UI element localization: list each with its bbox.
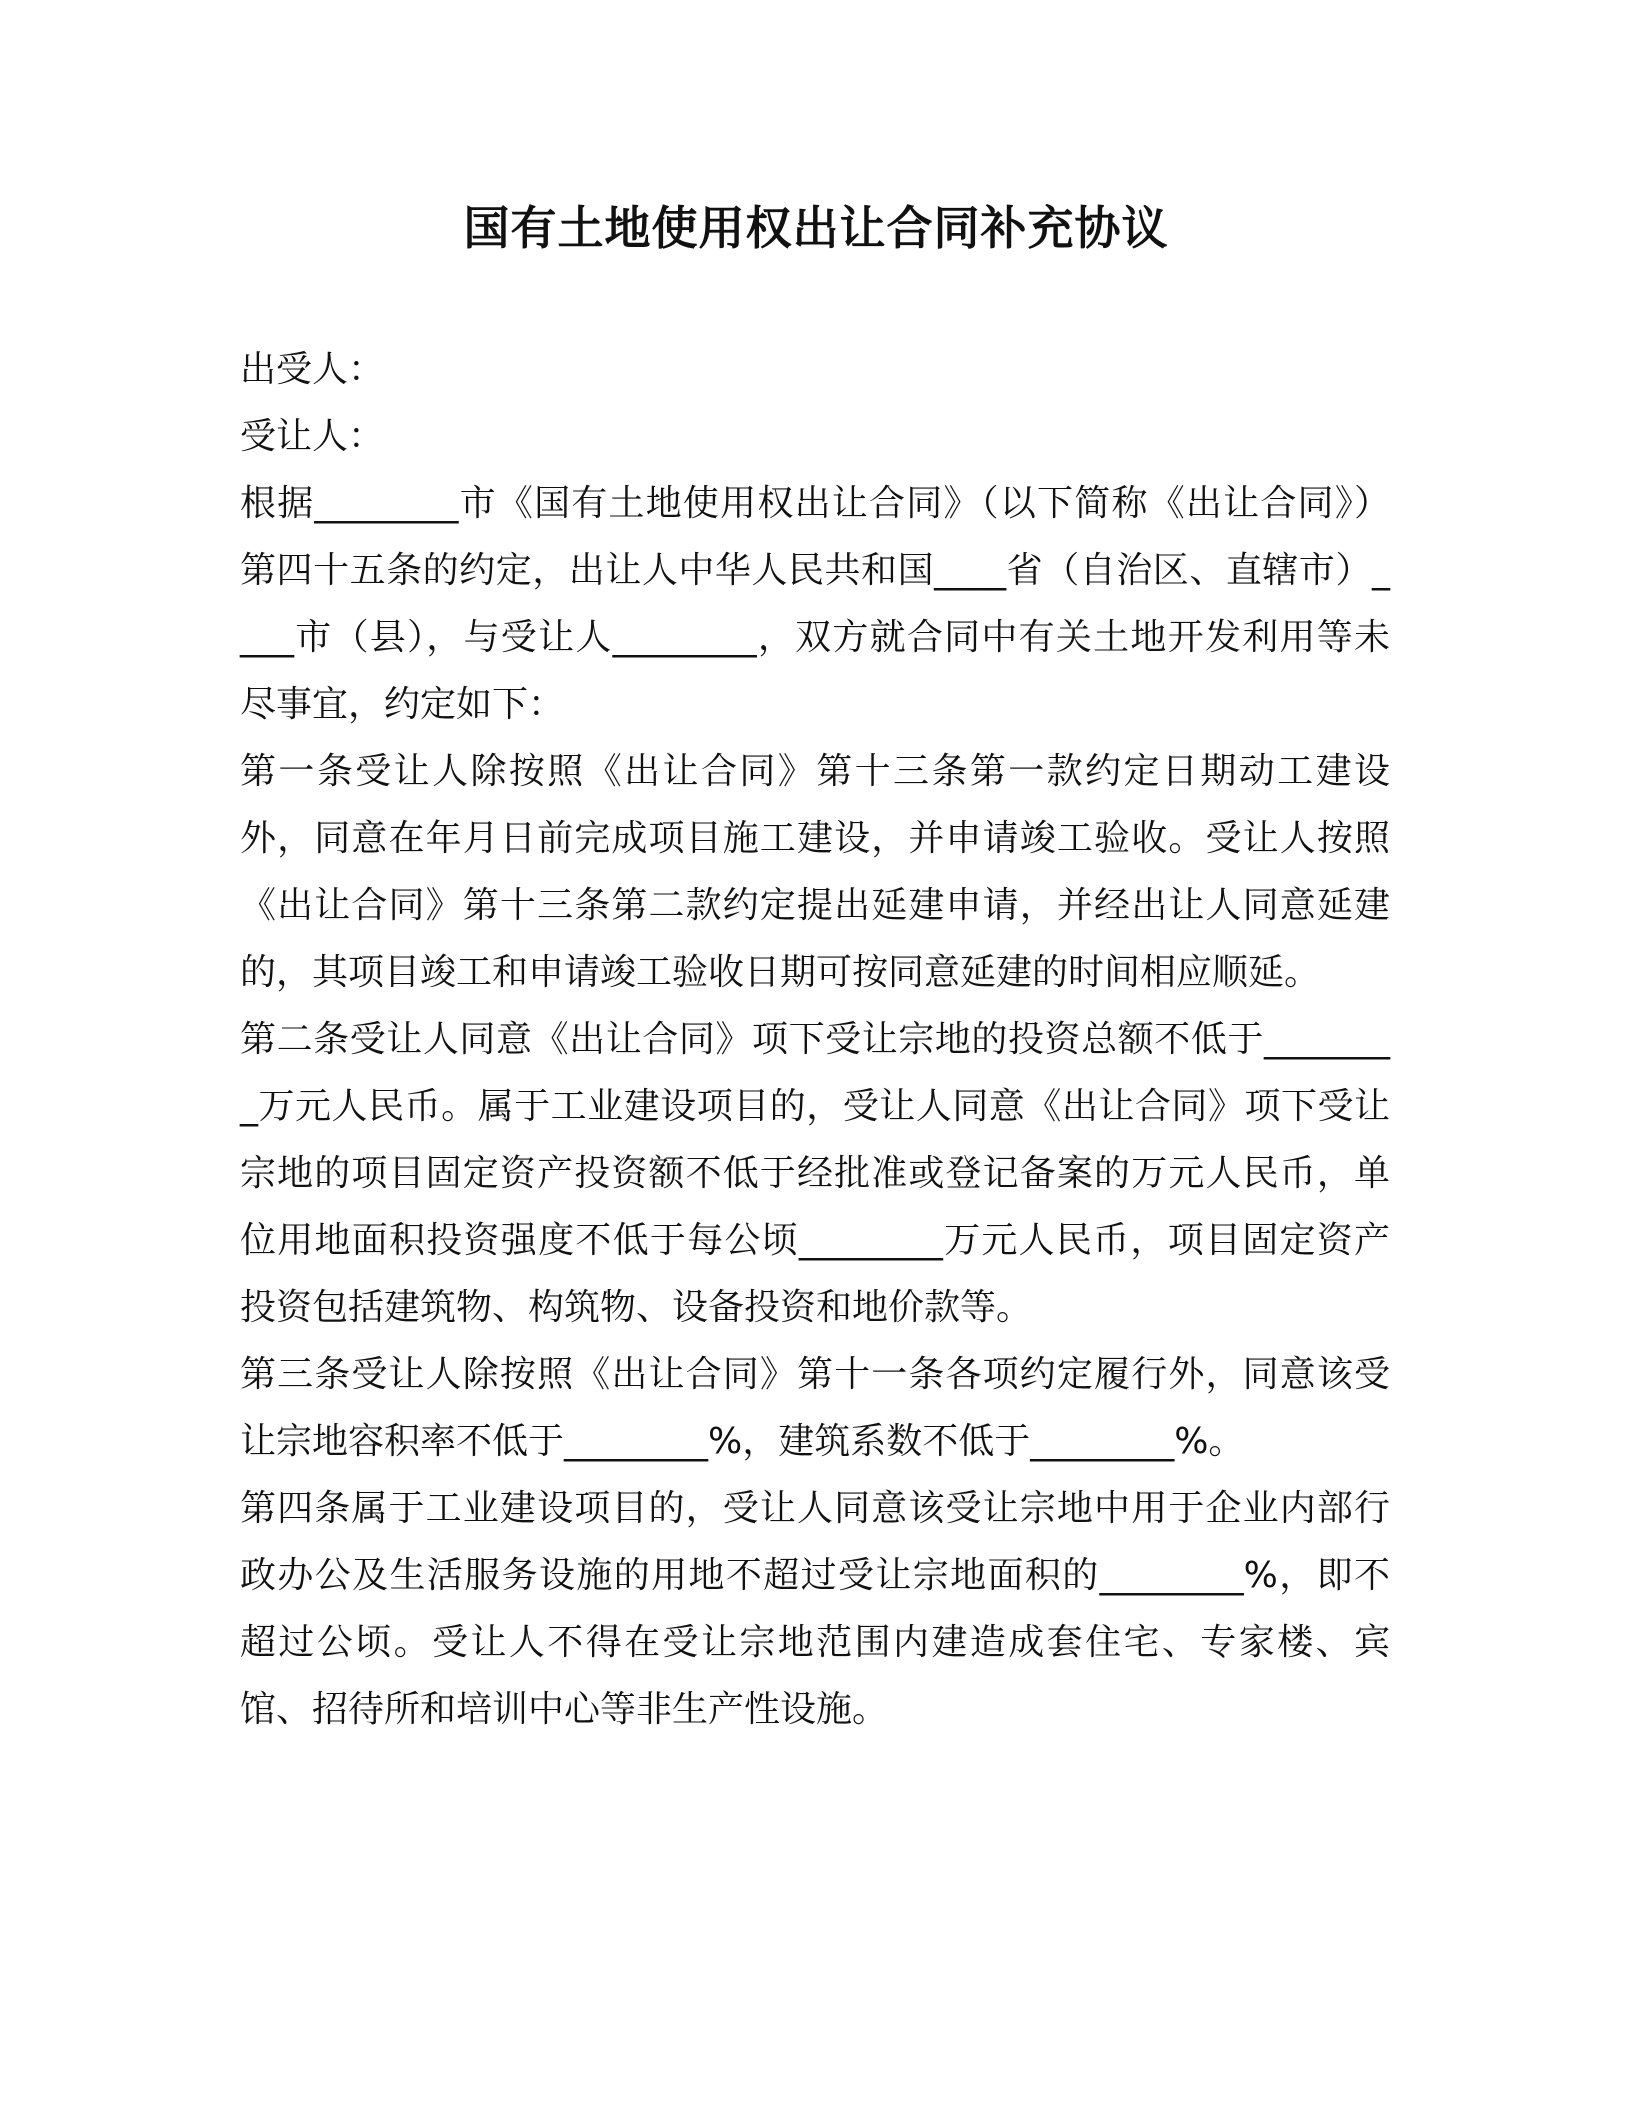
document-title: 国有土地使用权出让合同补充协议: [463, 201, 1169, 255]
transferee-line: 受让人：: [240, 416, 385, 457]
article-1-paragraph: 第一条受让人除按照《出让合同》第十三条第一款约定日期动工建设外，同意在年月日前完成项目施工建设，并申请竣工验收。受让人按照《出让合同》第十三条第二款约定提出延建申请，并经出让人同意延建的，其项目竣工和申请竣工验收日期可按同意延建的时间相应顺延。: [240, 751, 1390, 993]
document-body: [240, 336, 1390, 1743]
preamble-paragraph: 根据________市《国有土地使用权出让合同》（以下简称《出让合同》）第四十五条的约定，出让人中华人民共和国____省（自治区、直辖市）____市（县），与受让人________，双方就合同中有关土地开发利用等未尽事宜，约定如下：: [240, 483, 1390, 725]
transferor-line: 出受人：: [240, 349, 385, 390]
article-3-paragraph: 第三条受让人除按照《出让合同》第十一条各项约定履行外，同意该受让宗地容积率不低于________%，建筑系数不低于________%。: [240, 1354, 1390, 1462]
article-4-paragraph: 第四条属于工业建设项目的，受让人同意该受让宗地中用于企业内部行政办公及生活服务设施的用地不超过受让宗地面积的________%，即不超过公顷。受让人不得在受让宗地范围内建造成套住宅、专家楼、宾馆、招待所和培训中心等非生产性设施。: [240, 1488, 1390, 1730]
article-2-paragraph: 第二条受让人同意《出让合同》项下受让宗地的投资总额不低于________万元人民币。属于工业建设项目的，受让人同意《出让合同》项下受让宗地的项目固定资产投资额不低于经批准或登记备案的万元人民币，单位用地面积投资强度不低于每公顷________万元人民币，项目固定资产投资包括建筑物、构筑物、设备投资和地价款等。: [240, 1019, 1390, 1328]
